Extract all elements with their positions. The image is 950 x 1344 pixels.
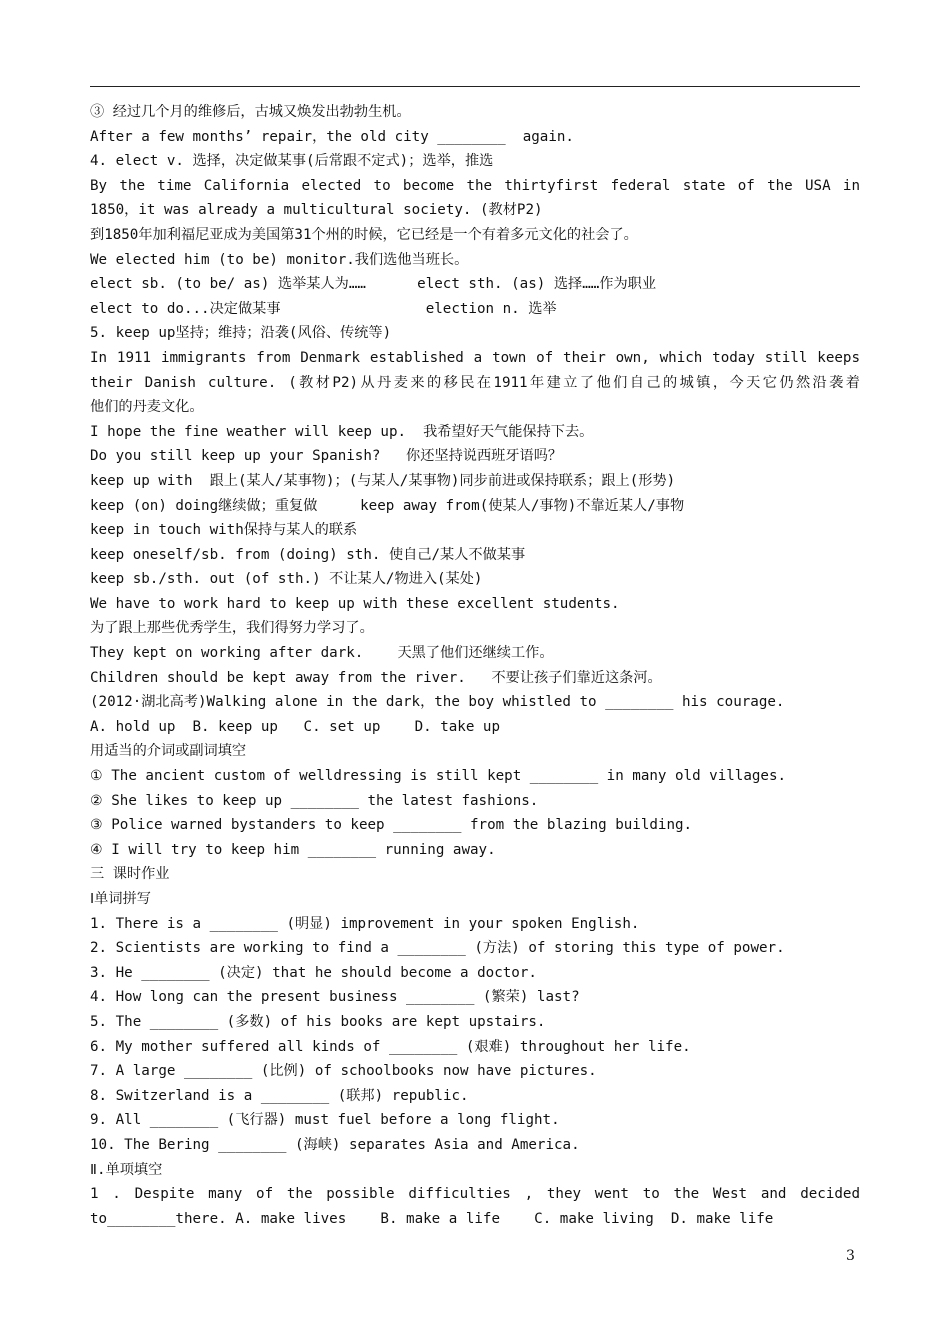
text-line: 5. The ________ (多数) of his books are kept upstairs.	[90, 1013, 546, 1030]
text-line: They kept on working after dark. 天黑了他们还继续工作。	[90, 645, 554, 662]
text-line: ④ I will try to keep him ________ running away.	[90, 841, 496, 858]
section-heading: Ⅰ单词拼写	[90, 891, 151, 907]
text-line: elect sb. (to be/ as) 选举某人为…… elect sth. (as) 选择……作为职业	[90, 276, 657, 293]
section-heading: 用适当的介词或副词填空	[90, 743, 247, 760]
text-line: I hope the fine weather will keep up. 我希望好天气能保持下去。	[90, 423, 594, 440]
text-line: keep in touch with保持与某人的联系	[90, 522, 358, 539]
text-line: After a few months’ repair，the old city ________ again.	[90, 128, 574, 145]
text-line: 10. The Bering ________ (海峡) separates Asia and America.	[90, 1136, 580, 1153]
text-line: 6. My mother suffered all kinds of ________ (艰难) throughout her life.	[90, 1038, 691, 1055]
document-body	[90, 100, 860, 1231]
text-line: 他们的丹麦文化。	[90, 399, 204, 416]
text-line: their Danish culture. (教材P2)从丹麦来的移民在1911年建立了他们自己的城镇，今天它仍然沿袭着	[90, 374, 860, 391]
text-line: 4. How long can the present business ________ (繁荣) last?	[90, 989, 580, 1006]
text-line: keep up with 跟上(某人/某事物)；(与某人/某事物)同步前进或保持联系；跟上(形势)	[90, 472, 676, 489]
text-line: elect to do...决定做某事 election n. 选举	[90, 300, 557, 317]
header-rule	[90, 86, 860, 87]
page-number: 3	[846, 1248, 855, 1264]
text-line: (2012·湖北高考)Walking alone in the dark，the boy whistled to ________ his courage.	[90, 694, 785, 711]
text-line: We elected him (to be) monitor.我们选他当班长。	[90, 251, 469, 268]
text-line: 8. Switzerland is a ________ (联邦) republic.	[90, 1087, 469, 1104]
text-line: ① The ancient custom of welldressing is still kept ________ in many old villages.	[90, 768, 787, 785]
text-line: A. hold up B. keep up C. set up D. take up	[90, 718, 500, 735]
text-line: 4. elect v. 选择，决定做某事(后常跟不定式)；选举，推选	[90, 153, 494, 170]
text-line: Do you still keep up your Spanish? 你还坚持说西班牙语吗？	[90, 448, 563, 465]
text-line: Children should be kept away from the river. 不要让孩子们靠近这条河。	[90, 669, 662, 686]
text-line: 到1850年加利福尼亚成为美国第31个州的时候，它已经是一个有着多元文化的社会了。	[90, 226, 638, 243]
text-line: keep oneself/sb. from (doing) sth. 使自己/某人不做某事	[90, 546, 526, 563]
text-line: 3. He ________ (决定) that he should become a doctor.	[90, 964, 537, 981]
text-line: 1 . Despite many of the possible difficulties , they went to the West and decided	[90, 1186, 860, 1203]
text-line: ③ Police warned bystanders to keep ________ from the blazing building.	[90, 817, 693, 834]
text-line: 1850，it was already a multicultural society. (教材P2)	[90, 202, 543, 219]
text-line: ② She likes to keep up ________ the latest fashions.	[90, 792, 539, 809]
text-line: keep (on) doing继续做；重复做 keep away from(使某人/事物)不靠近某人/事物	[90, 497, 685, 514]
section-heading: Ⅱ.单项填空	[90, 1161, 163, 1178]
text-line: keep sb./sth. out (of sth.) 不让某人/物进入(某处)	[90, 571, 483, 588]
text-line: 1. There is a ________ (明显) improvement in your spoken English.	[90, 915, 640, 932]
text-line: By the time California elected to become the thirtyfirst federal state of the USA in	[90, 177, 860, 194]
section-heading: 三 课时作业	[90, 866, 170, 883]
text-line: ③ 经过几个月的维修后，古城又焕发出勃勃生机。	[90, 104, 411, 120]
text-line: In 1911 immigrants from Denmark established a town of their own, which today still keeps	[90, 349, 860, 366]
text-line: 7. A large ________ (比例) of schoolbooks now have pictures.	[90, 1063, 597, 1080]
text-line: 9. All ________ (飞行器) must fuel before a long flight.	[90, 1112, 560, 1129]
text-line: We have to work hard to keep up with these excellent students.	[90, 595, 620, 612]
text-line: to________there. A. make lives B. make a life C. make living D. make life	[90, 1210, 774, 1227]
text-line: 5. keep up坚持；维持；沿袭(风俗、传统等)	[90, 325, 392, 342]
text-line: 为了跟上那些优秀学生，我们得努力学习了。	[90, 620, 374, 637]
text-line: 2. Scientists are working to find a ________ (方法) of storing this type of power.	[90, 940, 785, 957]
